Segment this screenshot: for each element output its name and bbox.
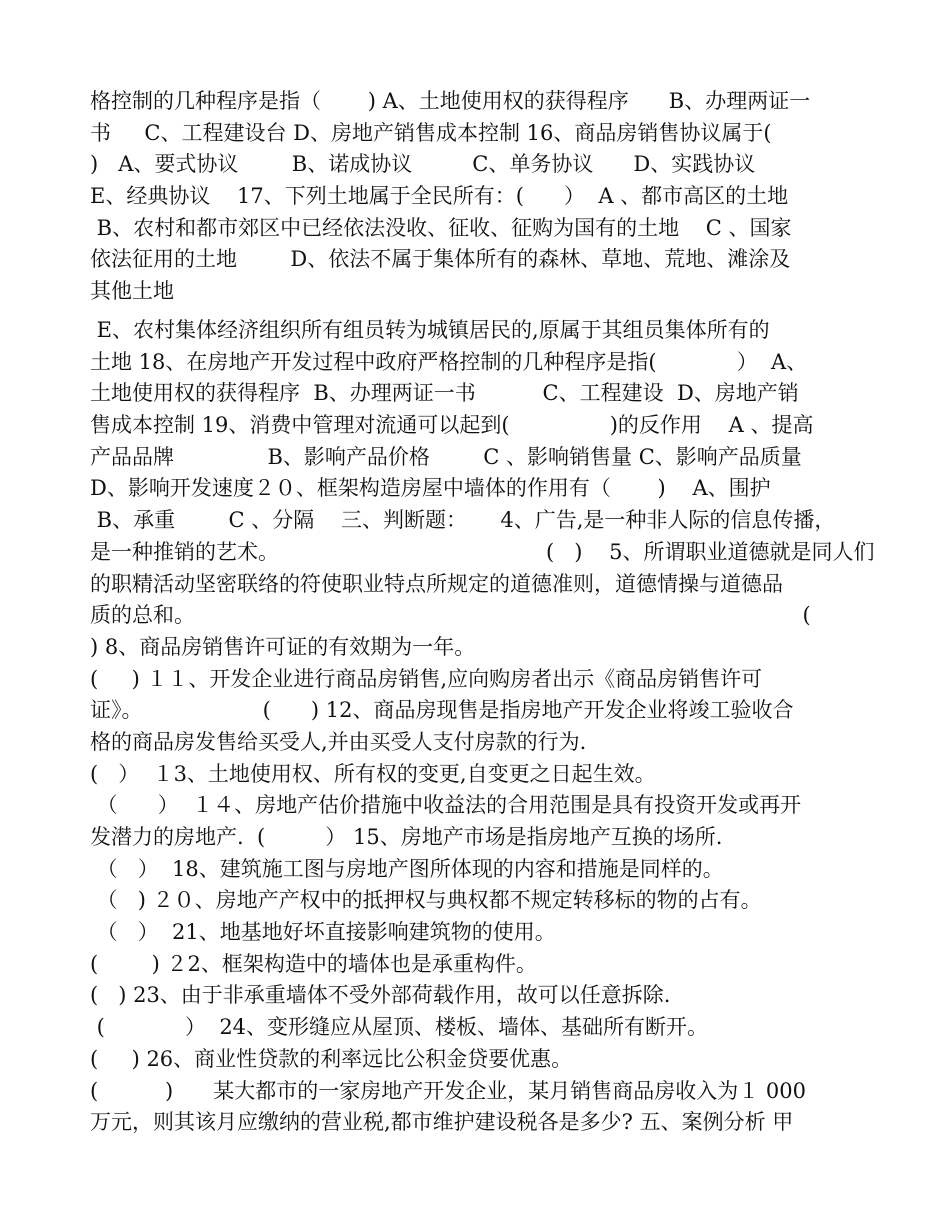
text-line: （ ） 21、地基地好坏直接影响建筑物的使用。 — [90, 920, 556, 945]
text-line: ( ) 26、商业性贷款的利率远比公积金贷要优惠。 — [90, 1046, 573, 1071]
text-line: （ ) ２０、房地产产权中的抵押权与典权都不规定转移标的物的占有。 — [90, 888, 762, 913]
text-line: E、经典协议 17、下列土地属于全民所有：( ） A 、都市高区的土地 — [90, 184, 789, 209]
text-line: ) 8、商品房销售许可证的有效期为一年。 — [90, 634, 476, 659]
text-line: 发潜力的房地产. ( ） 15、房地产市场是指房地产互换的场所. — [90, 825, 723, 849]
text-block-1 — [90, 86, 860, 308]
text-line: ( ） １3、土地使用权、所有权的变更,自变更之日起生效。 — [90, 761, 656, 786]
text-line: 万元，则其该月应缴纳的营业税,都市维护建设税各是多少? 五、案例分析 甲 — [90, 1110, 794, 1135]
text-line: 书 C、工程建设台 D、房地产销售成本控制 16、商品房销售协议属于( — [90, 120, 772, 145]
text-line: 是一种推销的艺术。 ( ) 5、所谓职业道德就是同人们 — [90, 539, 875, 564]
text-line: ( ) 某大都市的一家房地产开发企业，某月销售商品房收入为１ 000 — [90, 1078, 806, 1103]
text-line: ( ) ２2、框架构造中的墙体也是承重构件。 — [90, 951, 537, 976]
text-line: ) A、要式协议 B、诺成协议 C、单务协议 D、实践协议 — [90, 152, 756, 177]
text-line: 土地使用权的获得程序 B、办理两证一书 C、工程建设 D、房地产销 — [90, 381, 799, 406]
text-line: ( ) 23、由于非承重墙体不受外部荷载作用，故可以任意拆除. — [90, 983, 671, 1008]
text-line: ( ) １１、开发企业进行商品房销售,应向购房者出示《商品房销售许可 — [90, 666, 763, 691]
text-line: B、承重 C 、分隔 三、判断题： 4、广告,是一种非人际的信息传播， — [90, 508, 836, 533]
text-line: 证》。 ( ) 12、商品房现售是指房地产开发企业将竣工验收合 — [90, 698, 794, 723]
text-line: 依法征用的土地 D、依法不属于集体所有的森林、草地、荒地、滩涂及 — [90, 247, 791, 272]
text-line: 其他土地 — [90, 279, 174, 304]
text-line: （ ） １４、房地产估价措施中收益法的合用范围是具有投资开发或再开 — [90, 793, 802, 818]
text-line: 土地 18、在房地产开发过程中政府严格控制的几种程序是指( ） A、 — [90, 349, 808, 374]
text-line: 质的总和。 ( — [90, 603, 811, 628]
text-line: 的职精活动坚密联络的符使职业特点所规定的道德准则，道德情操与道德品 — [90, 571, 783, 596]
text-line: ( ） 24、变形缝应从屋顶、楼板、墙体、基础所有断开。 — [90, 1015, 709, 1040]
text-line: B、农村和都市郊区中已经依法没收、征收、征购为国有的土地 C 、国家 — [90, 215, 792, 240]
text-line: 格控制的几种程序是指（ ) A、土地使用权的获得程序 B、办理两证一 — [90, 89, 811, 113]
text-block-2 — [90, 315, 875, 1139]
text-line: D、影响开发速度２０、框架构造房屋中墙体的作用有（ ) A、围护 — [90, 476, 771, 501]
text-line: E、农村集体经济组织所有组员转为城镇居民的,原属于其组员集体所有的 — [90, 318, 770, 342]
text-line: 售成本控制 19、消费中管理对流通可以起到( )的反作用 A 、提高 — [90, 413, 814, 438]
text-line: 产品品牌 B、影响产品价格 C 、影响销售量 C、影响产品质量 — [90, 444, 802, 469]
text-line: （ ） 18、建筑施工图与房地产图所体现的内容和措施是同样的。 — [90, 856, 724, 881]
text-line: 格的商品房发售给买受人,并由买受人支付房款的行为. — [90, 729, 587, 754]
